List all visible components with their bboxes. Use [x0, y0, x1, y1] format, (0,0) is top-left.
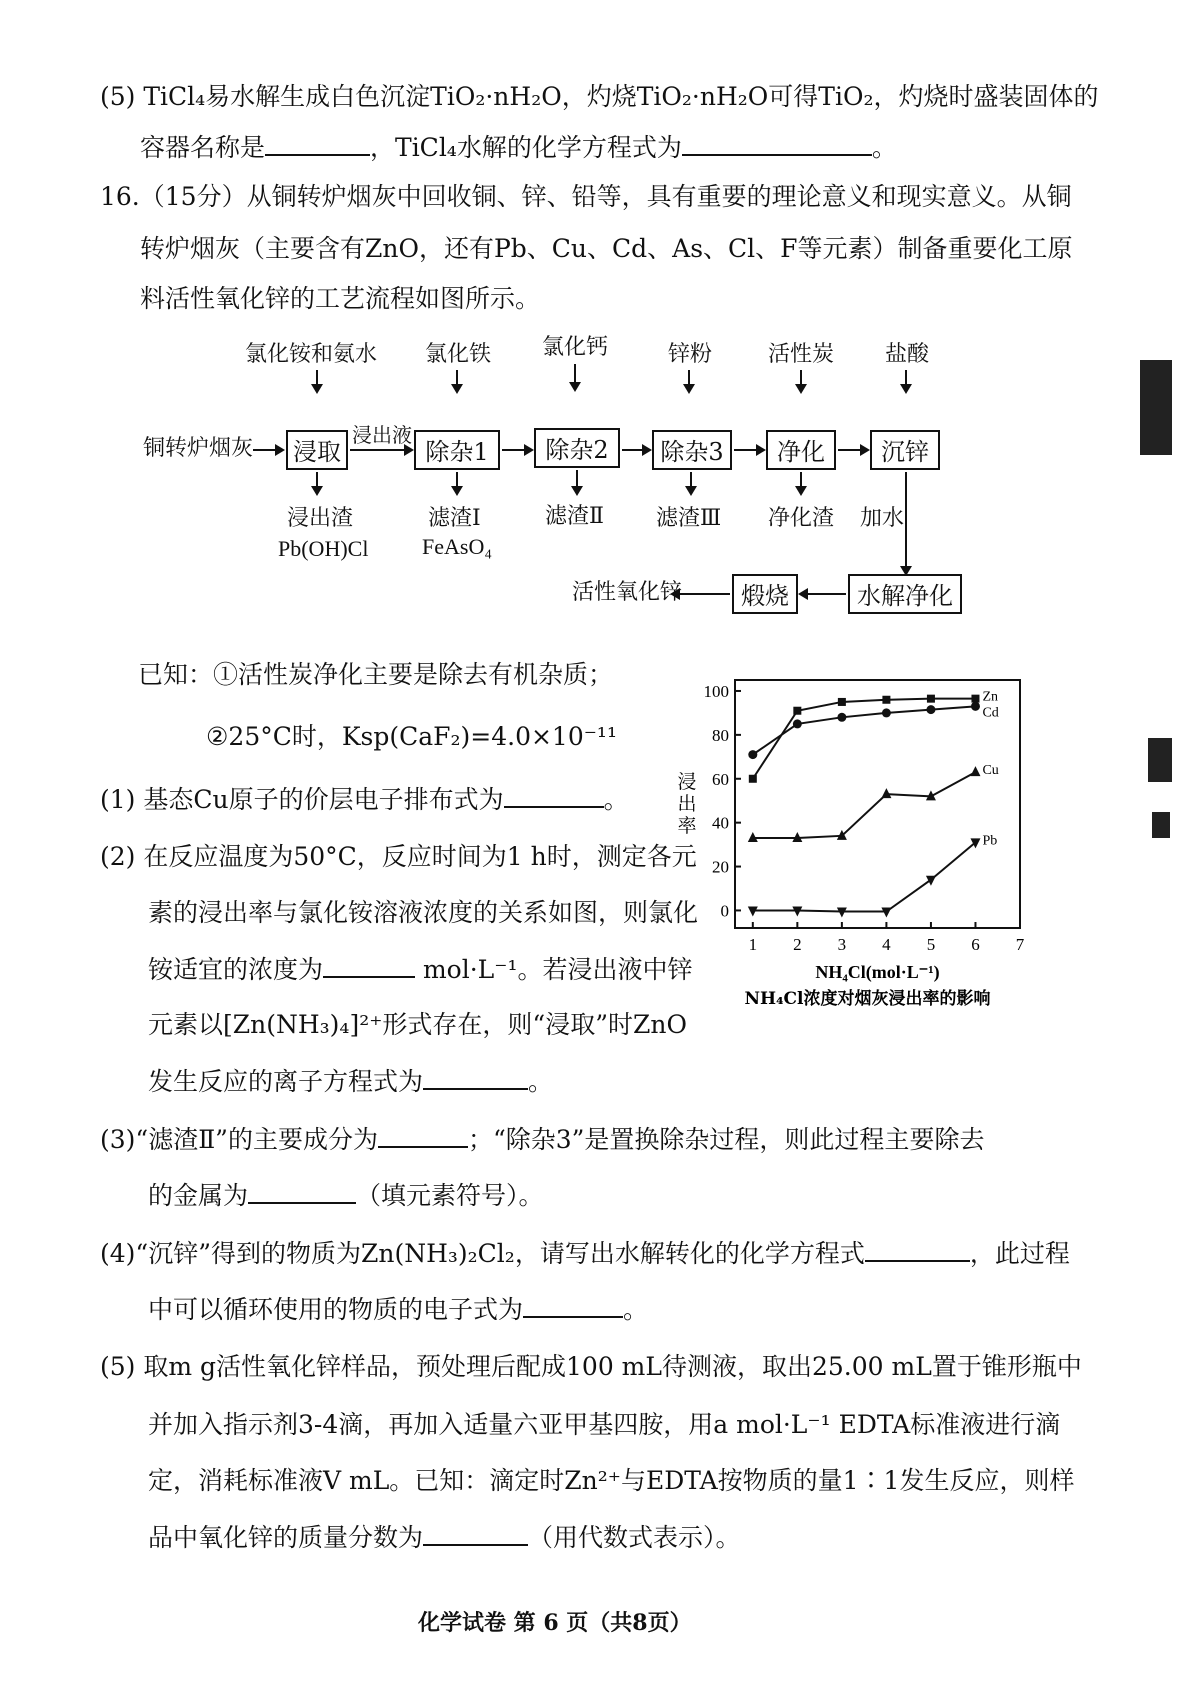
arrow	[456, 370, 458, 392]
data-point-zn	[882, 696, 890, 704]
x-axis-label: NH₄Cl(mol·L⁻¹)	[815, 962, 940, 982]
arrow	[838, 449, 868, 451]
x-tick-label: 5	[926, 935, 936, 954]
binding-tab-mark	[1140, 360, 1172, 455]
residue-label: 滤渣Ⅱ	[545, 504, 604, 529]
page-footer: 化学试卷 第 6 页（共8页）	[418, 1610, 692, 1636]
q3-text-b: ；“除杂3”是置换除杂过程，则此过程主要除去	[467, 1125, 985, 1154]
series-line-cu	[753, 772, 976, 838]
reagent-label: 氯化铁	[425, 342, 492, 367]
q5-line4	[148, 1520, 741, 1555]
x-tick-label: 7	[1015, 935, 1025, 954]
reagent-label: 氯化钙	[542, 335, 609, 360]
prev-q5-line1: (5) TiCl₄易水解生成白色沉淀TiO₂·nH₂O，灼烧TiO₂·nH₂O可得TiO₂，灼烧时盛装固体的	[100, 82, 1099, 111]
step-box-purify1: 除杂1	[414, 430, 500, 470]
q1-end: 。	[603, 785, 629, 814]
step-box-hydrolysis: 水解净化	[848, 574, 962, 614]
q3-line2	[148, 1178, 544, 1213]
series-line-pb	[753, 842, 976, 911]
q2-text-c: 发生反应的离子方程式为	[148, 1067, 424, 1096]
step-box-purify3: 除杂3	[652, 430, 732, 470]
q1-text: (1) 基态Cu原子的价层电子排布式为	[100, 785, 504, 814]
answer-blank[interactable]	[265, 130, 370, 156]
x-tick-label: 4	[882, 935, 891, 954]
prev-q5-text-b: ，TiCl₄水解的化学方程式为	[370, 133, 682, 162]
data-point-cu	[881, 788, 891, 798]
data-point-zn	[927, 695, 935, 703]
series-label-cd: Cd	[982, 705, 999, 721]
arrow	[316, 472, 318, 494]
input-material-label: 铜转炉烟灰	[143, 436, 254, 461]
data-point-zn	[838, 698, 846, 706]
known-line2: ②25°C时，Ksp(CaF₂)=4.0×10⁻¹¹	[206, 722, 617, 751]
residue-label: 滤渣Ⅰ	[428, 506, 481, 531]
data-point-pb	[970, 838, 980, 848]
y-axis-label: 浸	[677, 771, 697, 793]
arrow	[253, 449, 283, 451]
y-tick-label: 80	[712, 725, 729, 745]
step-box-leach: 浸取	[286, 430, 348, 470]
product-label: 活性氧化锌	[572, 580, 683, 605]
arrow	[800, 593, 846, 595]
add-water-label: 加水	[860, 506, 905, 531]
answer-blank[interactable]	[523, 1292, 623, 1318]
y-tick-label: 100	[703, 681, 729, 701]
answer-blank[interactable]	[323, 952, 415, 978]
reagent-label: 盐酸	[885, 342, 930, 367]
series-line-zn	[753, 699, 976, 779]
q3-line1	[100, 1122, 984, 1157]
residue-label: 净化渣	[768, 506, 835, 531]
q2-text-b: mol·L⁻¹。若浸出液中锌	[415, 955, 693, 984]
arrow	[456, 472, 458, 494]
q3-text-a: (3)“滤渣Ⅱ”的主要成分为	[100, 1125, 378, 1154]
q2-text-a: 铵适宜的浓度为	[148, 955, 324, 984]
data-point-cu	[970, 766, 980, 776]
q4-text-b: ，此过程	[969, 1239, 1070, 1268]
answer-blank[interactable]	[504, 782, 604, 808]
answer-blank[interactable]	[682, 130, 872, 156]
data-point-cd	[971, 702, 980, 711]
series-label-cu: Cu	[982, 763, 999, 779]
residue-formula: FeAsO₄	[422, 534, 493, 559]
arrow	[905, 370, 907, 392]
q5-text-b: （用代数式表示）。	[528, 1523, 741, 1552]
arrow	[350, 449, 412, 451]
x-tick-label: 2	[793, 935, 802, 954]
q4-text-c: 中可以循环使用的物质的电子式为	[148, 1295, 524, 1324]
q3-text-d: （填元素符号）。	[356, 1181, 544, 1210]
answer-blank[interactable]	[423, 1520, 528, 1546]
arrow	[905, 472, 907, 574]
arrow	[316, 370, 318, 392]
x-tick-label: 6	[971, 935, 980, 954]
reagent-label: 锌粉	[668, 342, 713, 367]
q2-line4: 元素以[Zn(NH₃)₄]²⁺形式存在，则“浸取”时ZnO	[148, 1010, 687, 1039]
answer-blank[interactable]	[423, 1064, 528, 1090]
y-axis-label: 率	[677, 815, 697, 837]
y-tick-label: 60	[712, 769, 729, 789]
q2-line1: (2) 在反应温度为50°C，反应时间为1 h时，测定各元	[100, 842, 697, 871]
y-tick-label: 0	[720, 901, 729, 921]
step-box-purify2: 除杂2	[534, 428, 620, 468]
q2-line3	[148, 952, 692, 987]
answer-blank[interactable]	[248, 1178, 356, 1204]
step-box-zinc-precip: 沉锌	[870, 430, 940, 470]
q1-line	[100, 782, 629, 817]
binding-tab-mark	[1148, 738, 1172, 782]
step-box-calcine: 煅烧	[732, 574, 798, 614]
data-point-zn	[971, 695, 979, 703]
data-point-cd	[748, 750, 757, 759]
arrow	[502, 449, 532, 451]
prev-q5-text-c: 。	[871, 133, 897, 162]
q4-line1	[100, 1236, 1070, 1271]
residue-label: 浸出渣	[287, 506, 354, 531]
prev-q5-text-a: 容器名称是	[140, 133, 266, 162]
arrow	[574, 364, 576, 390]
q16-line3: 料活性氧化锌的工艺流程如图所示。	[140, 284, 541, 313]
answer-blank[interactable]	[865, 1236, 970, 1262]
data-point-cd	[882, 708, 891, 717]
q16-line1: 16.（15分）从铜转炉烟灰中回收铜、锌、铅等，具有重要的理论意义和现实意义。从铜	[100, 182, 1072, 211]
y-axis-label: 出	[677, 793, 697, 815]
prev-q5-line2	[140, 130, 897, 165]
series-label-zn: Zn	[982, 689, 999, 705]
q16-line2: 转炉烟灰（主要含有ZnO，还有Pb、Cu、Cd、As、Cl、F等元素）制备重要化工原	[140, 234, 1073, 263]
y-tick-label: 40	[712, 813, 729, 833]
reagent-label: 活性炭	[768, 342, 835, 367]
q2-line5	[148, 1064, 553, 1099]
arrow	[734, 449, 764, 451]
data-point-pb	[748, 906, 758, 916]
leachate-label: 浸出液	[352, 423, 412, 447]
q4-line2	[148, 1292, 648, 1327]
q5-text-a: 品中氧化锌的质量分数为	[148, 1523, 424, 1552]
arrow	[800, 472, 802, 494]
q2-text-d: 。	[528, 1067, 554, 1096]
chart-title: NH₄Cl浓度对烟灰浸出率的影响	[744, 989, 991, 1008]
q4-text-d: 。	[623, 1295, 649, 1324]
x-tick-label: 1	[748, 935, 758, 954]
arrow	[800, 370, 802, 392]
q4-text-a: (4)“沉锌”得到的物质为Zn(NH₃)₂Cl₂，请写出水解转化的化学方程式	[100, 1239, 865, 1268]
series-label-pb: Pb	[982, 833, 998, 849]
plot-frame	[735, 680, 1020, 928]
leaching-rate-chart	[665, 668, 1030, 1008]
q5-line3: 定，消耗标准液V mL。已知：滴定时Zn²⁺与EDTA按物质的量1∶1发生反应，则样	[148, 1466, 1075, 1495]
arrow	[690, 472, 692, 494]
q2-line2: 素的浸出率与氯化铵溶液浓度的关系如图，则氯化	[148, 898, 699, 927]
q5-line1: (5) 取m g活性氧化锌样品，预处理后配成100 mL待测液，取出25.00 mL置于锥形瓶中	[100, 1352, 1082, 1381]
residue-formula: Pb(OH)Cl	[278, 536, 369, 561]
known-line1: 已知：①活性炭净化主要是除去有机杂质；	[138, 660, 614, 689]
data-point-zn	[793, 707, 801, 715]
y-tick-label: 20	[712, 857, 729, 877]
arrow	[622, 449, 650, 451]
series-line-cd	[753, 706, 976, 754]
data-point-cd	[926, 705, 935, 714]
answer-blank[interactable]	[378, 1122, 468, 1148]
data-point-cd	[837, 713, 846, 722]
binding-tab-mark	[1152, 812, 1170, 838]
reagent-label: 氯化铵和氨水	[245, 342, 378, 367]
data-point-cd	[793, 719, 802, 728]
arrow	[688, 370, 690, 392]
q3-text-c: 的金属为	[148, 1181, 249, 1210]
residue-label: 滤渣Ⅲ	[656, 506, 722, 531]
x-tick-label: 3	[837, 935, 847, 954]
q5-line2: 并加入指示剂3-4滴，再加入适量六亚甲基四胺，用a mol·L⁻¹ EDTA标准液进行滴	[148, 1410, 1061, 1439]
data-point-pb	[926, 876, 936, 886]
arrow	[576, 470, 578, 494]
data-point-zn	[749, 775, 757, 783]
step-box-clarify: 净化	[766, 430, 836, 470]
